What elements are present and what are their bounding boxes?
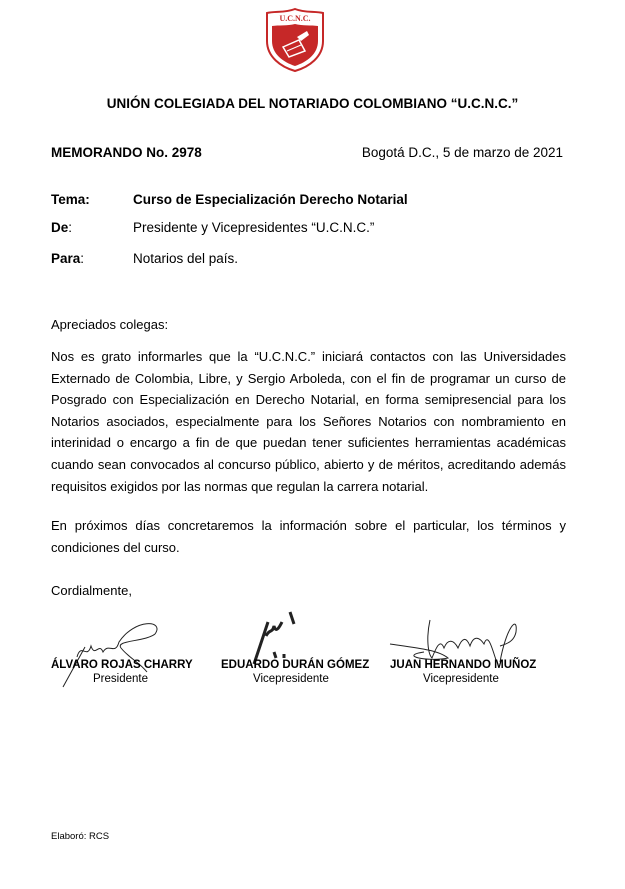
body-paragraph-2: En próximos días concretaremos la información sobre el particular, los términos y condiciones del curso. xyxy=(51,518,566,555)
field-label-de-text: De xyxy=(51,220,69,235)
field-value-tema: Curso de Especialización Derecho Notarial xyxy=(133,192,408,207)
ucnc-logo xyxy=(263,7,327,73)
field-label-para xyxy=(51,251,84,266)
field-label-tema: Tema: xyxy=(51,192,90,207)
organization-title: UNIÓN COLEGIADA DEL NOTARIADO COLOMBIANO “U.C.N.C.” xyxy=(106,96,519,111)
svg-text:U.C.N.C.: U.C.N.C. xyxy=(279,14,311,23)
signatory-name-2: EDUARDO DURÁN GÓMEZ xyxy=(221,659,370,671)
memo-date: Bogotá D.C., 5 de marzo de 2021 xyxy=(361,145,563,160)
signatory-name-3: JUAN HERNANDO MUÑOZ xyxy=(390,659,537,671)
signatory-name-1: ÁLVARO ROJAS CHARRY xyxy=(51,659,193,671)
field-label-de xyxy=(51,220,72,235)
shield-icon xyxy=(263,7,327,73)
greeting: Apreciados colegas: xyxy=(51,317,169,332)
body-paragraph-1: Nos es grato informarles que la “U.C.N.C.” iniciará contactos con las Universidades Externado de Colombia, Libre, y Sergio Arboleda, con el fin de programar un curso de Posgrado con Especialización en Derecho Notarial, en forma semipresencial para los Notarios asociados, especialmente para los Señores Notarios con nombramiento en interinidad o encargo a fin de que puedan tener suficientes herramientas académicas cuando sean convocados al concurso público, abierto y de méritos, acreditando además requisitos exigidos por las normas que regulan la carrera notarial. xyxy=(51,349,566,494)
field-label-de-colon: : xyxy=(68,220,73,235)
signatory-role-2: Vicepresidente xyxy=(253,673,329,685)
memo-number: MEMORANDO No. 2978 xyxy=(51,145,202,160)
field-value-de: Presidente y Vicepresidentes “U.C.N.C.” xyxy=(133,220,375,235)
signatory-role-1: Presidente xyxy=(93,673,148,685)
field-label-para-colon: : xyxy=(80,251,85,266)
field-value-para: Notarios del país. xyxy=(133,251,239,266)
signatory-role-3: Vicepresidente xyxy=(423,673,499,685)
prepared-by: Elaboró: RCS xyxy=(51,831,110,842)
closing: Cordialmente, xyxy=(51,583,132,598)
field-label-para-text: Para xyxy=(51,251,81,266)
